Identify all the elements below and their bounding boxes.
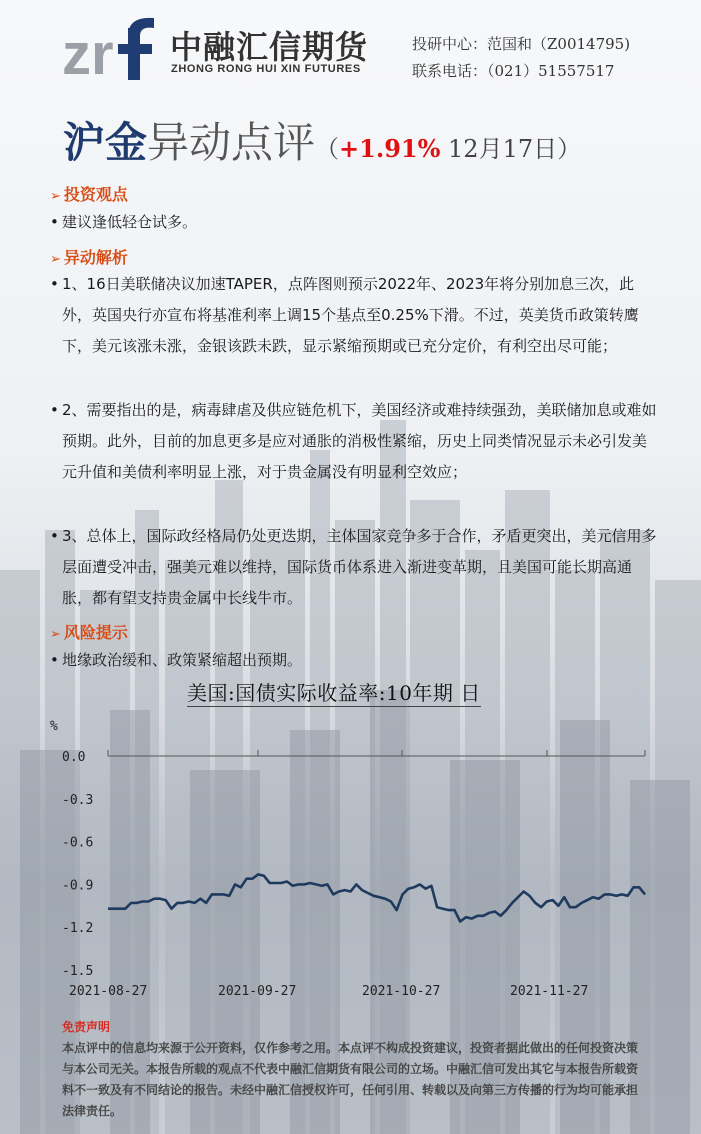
bullet-dot-icon: •: [50, 275, 59, 293]
analysis-item: • 3、总体上，国际政经格局仍处更迭期，主体国家竞争多于合作，矛盾更突出，美元信用多层面遭受冲击，强美元难以维持，国际货币体系进入渐进变革期，且美国可能长期高通胀，都有望支持贵金属中长线牛市。: [50, 521, 660, 614]
view-item: • 建议逢低轻仓试多。: [50, 207, 660, 238]
brand-name-en: ZHONG RONG HUI XIN FUTURES: [171, 63, 361, 75]
svg-text:zr: zr: [62, 22, 114, 80]
x-tick-label: 2021-09-27: [218, 984, 297, 999]
section-analysis-title: ➢ 异动解析: [50, 248, 128, 267]
page-title: [63, 110, 581, 170]
title-paren: （: [315, 135, 340, 163]
company-logo: [62, 14, 162, 80]
y-tick-label: -1.5: [62, 964, 94, 979]
section-risk-title: ➢ 风险提示: [50, 623, 128, 642]
series-line: [108, 874, 645, 921]
y-tick-label: -1.2: [62, 921, 94, 937]
title-product: 沪金: [63, 118, 148, 167]
section-arrow-icon: ➢: [50, 189, 61, 204]
title-change: +1.91%: [339, 134, 441, 163]
y-tick-label: 0.0: [62, 750, 86, 765]
bullet-dot-icon: •: [50, 401, 59, 419]
disclaimer-title: 免责声明: [62, 1020, 111, 1034]
title-type: 异动点评: [147, 118, 316, 167]
yield-line-chart: [0, 700, 701, 1010]
section-arrow-icon: ➢: [50, 627, 61, 642]
bullet-dot-icon: •: [50, 651, 59, 669]
phone-contact: 联系电话：（021）51557517: [412, 62, 615, 80]
x-tick-label: 2021-10-27: [362, 984, 441, 999]
y-tick-label: -0.3: [62, 792, 94, 808]
research-contact: 投研中心：范国和（Z0014795): [412, 35, 631, 53]
x-tick-label: 2021-08-27: [69, 984, 148, 999]
analysis-item: • 2、需要指出的是，病毒肆虐及供应链危机下，美国经济或难持续强劲，美联储加息或难如预期。此外，目前的加息更多是应对通胀的消极性紧缩，历史上同类情况显示未必引发美元升值和美债利率明显上涨，对于贵金属没有明显利空效应；: [50, 395, 660, 488]
disclaimer-text: 本点评中的信息均来源于公开资料，仅作参考之用。本点评不构成投资建议，投资者据此做出的任何投资决策与本公司无关。本报告所载的观点不代表中融汇信期货有限公司的立场。中融汇信可发出其它与本报告所载资料不一致及有不同结论的报告。未经中融汇信授权许可，任何引用、转载以及向第三方传播的行为均可能承担法律责任。: [62, 1041, 639, 1118]
x-tick-label: 2021-11-27: [510, 984, 589, 999]
risk-item: • 地缘政治缓和、政策紧缩超出预期。: [50, 645, 660, 676]
analysis-item: • 1、16日美联储决议加速TAPER，点阵图则预示2022年、2023年将分别加息三次，此外，英国央行亦宣布将基准利率上调15个基点至0.25%下滑。不过，英美货币政策转鹰下，美元该涨未涨，金银该跌未跌，显示紧缩预期或已充分定价，有利空出尽可能；: [50, 269, 660, 362]
y-axis-unit: %: [50, 719, 58, 734]
title-date: 12月17日）: [440, 135, 582, 163]
bullet-dot-icon: •: [50, 527, 59, 545]
chart-title: 美国:国债实际收益率:10年期 日: [187, 681, 481, 705]
y-tick-label: -0.6: [62, 835, 94, 851]
bullet-dot-icon: •: [50, 213, 59, 231]
section-arrow-icon: ➢: [50, 252, 61, 267]
section-view-title: ➢ 投资观点: [50, 185, 128, 204]
brand-name-cn: 中融汇信期货: [170, 28, 369, 66]
y-tick-label: -0.9: [62, 878, 94, 894]
